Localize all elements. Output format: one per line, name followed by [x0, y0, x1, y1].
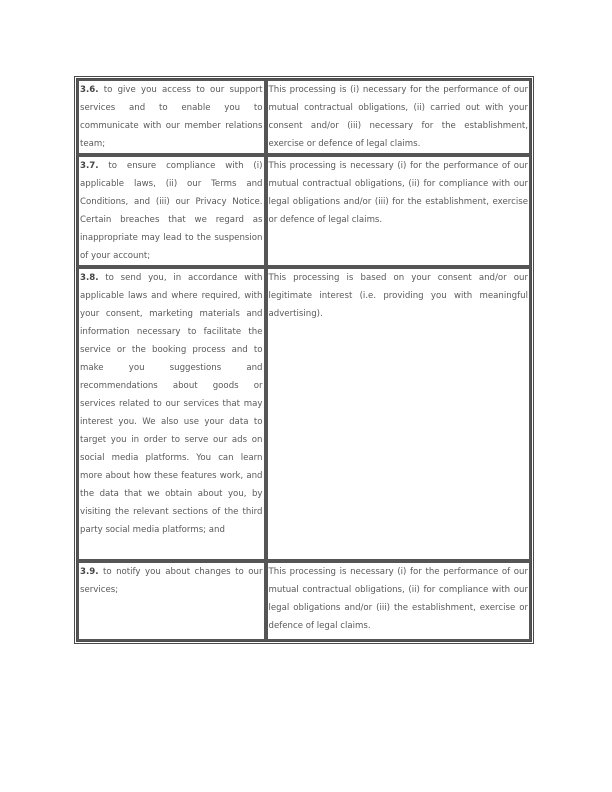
clause-number: 3.9. [80, 567, 99, 577]
legal-basis-text: This processing is necessary (i) for the performance of our mutual contractual obligations, (ii) for compliance with our legal obligations and/or (iii) for the establishment, exercise or defence of legal claims. [268, 161, 528, 225]
legal-basis-cell [266, 267, 532, 561]
legal-basis-text: This processing is (i) necessary for the performance of our mutual contractual obligations, (ii) carried out with your consent and/or (iii) necessary for the establishment, exercise or defence of legal claims. [268, 85, 528, 149]
legal-basis-text: This processing is based on your consent and/or our legitimate interest (i.e. providing you with meaningful advertising). [268, 273, 528, 319]
legal-basis-text: This processing is necessary (i) for the performance of our mutual contractual obligations, (ii) for compliance with our legal obligations and/or (iii) the establishment, exercise or defence of legal claims. [268, 567, 528, 631]
clause-number: 3.7. [80, 161, 99, 171]
clause-number: 3.8. [80, 273, 99, 283]
purpose-cell [77, 267, 266, 561]
purpose-text: to give you access to our support services and to enable you to communicate with our member relations team; [80, 85, 263, 149]
table-row [77, 155, 531, 267]
legal-basis-cell [266, 561, 532, 641]
purpose-cell [77, 155, 266, 267]
legal-basis-cell [266, 79, 532, 155]
purpose-text: to send you, in accordance with applicable laws and where required, with your consent, marketing materials and information necessary to facilitate the service or the booking process and to make you suggestions and recommendations about goods or services related to our services that may interest you. We also use your data to target you in order to serve our ads on social media platforms. You can learn more about how these features work, and the data that we obtain about you, by visiting the relevant sections of the third party social media platforms; and [80, 273, 263, 535]
table-row [77, 561, 531, 641]
purpose-cell [77, 79, 266, 155]
purpose-cell [77, 561, 266, 641]
table-row [77, 79, 531, 155]
clause-number: 3.6. [80, 85, 99, 95]
processing-table [74, 76, 534, 644]
legal-basis-cell [266, 155, 532, 267]
table-row [77, 267, 531, 561]
purpose-text: to ensure compliance with (i) applicable laws, (ii) our Terms and Conditions, and (iii) our Privacy Notice. Certain breaches that we regard as inappropriate may lead to the suspension of your account; [80, 161, 263, 261]
purpose-text: to notify you about changes to our services; [80, 567, 263, 595]
